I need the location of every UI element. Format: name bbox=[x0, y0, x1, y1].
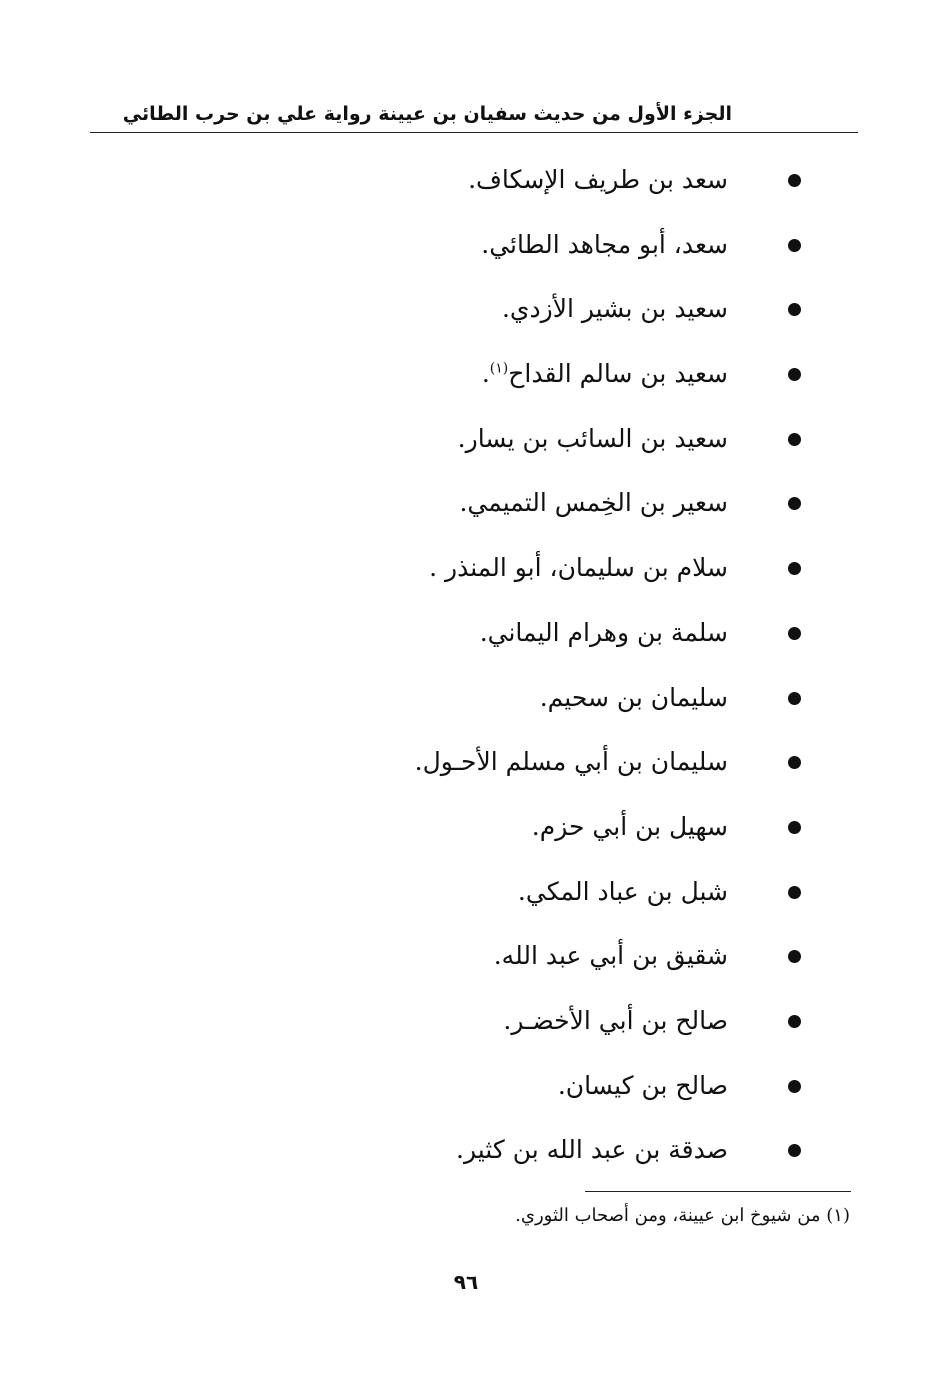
narrator-name: سلام بن سليمان، أبو المنذر . bbox=[429, 553, 728, 583]
running-header: الجزء الأول من حديث سفيان بن عيينة رواية علي بن حرب الطائي bbox=[122, 103, 732, 125]
bullet-icon bbox=[788, 433, 801, 446]
narrator-name-with-footnote bbox=[482, 356, 728, 392]
list-item bbox=[0, 797, 944, 862]
narrator-name: صدقة بن عبد الله بن كثير. bbox=[456, 1135, 728, 1165]
narrator-name: سليمان بن سحيم. bbox=[539, 682, 728, 712]
bullet-icon bbox=[788, 239, 801, 252]
list-item bbox=[0, 215, 944, 280]
bullet-icon bbox=[788, 886, 801, 899]
bullet-icon bbox=[788, 1144, 801, 1157]
narrator-name: سلمة بن وهرام اليماني. bbox=[479, 617, 728, 647]
bullet-icon bbox=[788, 1015, 801, 1028]
list-item bbox=[0, 409, 944, 474]
bullet-icon bbox=[788, 562, 801, 575]
header-rule bbox=[90, 132, 858, 133]
narrator-name: سعيد بن السائب بن يسار. bbox=[457, 423, 728, 453]
bullet-icon bbox=[788, 174, 801, 187]
narrator-name-suffix: . bbox=[481, 359, 490, 389]
narrator-name: شقيق بن أبي عبد الله. bbox=[493, 941, 728, 971]
list-item bbox=[0, 1056, 944, 1121]
narrator-name: سعير بن الخِمس التميمي. bbox=[459, 488, 728, 518]
footnote-reference[interactable]: (١) bbox=[489, 360, 509, 377]
bullet-icon bbox=[788, 692, 801, 705]
narrator-name: سعد بن طريف الإسكاف. bbox=[468, 165, 728, 194]
narrator-name: سعيد بن بشير الأزدي. bbox=[501, 294, 728, 324]
list-item bbox=[0, 344, 944, 409]
page-number-container bbox=[0, 1262, 944, 1302]
footnote: (١) من شيوخ ابن عيينة، ومن أصحاب الثوري. bbox=[515, 1205, 850, 1226]
page-number: ٩٦ bbox=[453, 1270, 479, 1294]
list-item bbox=[0, 538, 944, 603]
list-item bbox=[0, 150, 944, 215]
bullet-icon bbox=[788, 950, 801, 963]
footnote-rule bbox=[585, 1191, 851, 1192]
bullet-icon bbox=[788, 756, 801, 769]
list-item bbox=[0, 862, 944, 927]
list-item bbox=[0, 473, 944, 538]
narrator-list bbox=[0, 150, 944, 1185]
list-item bbox=[0, 603, 944, 668]
narrator-name: صالح بن كيسان. bbox=[557, 1070, 728, 1100]
bullet-icon bbox=[788, 368, 801, 381]
list-item bbox=[0, 279, 944, 344]
bullet-icon bbox=[788, 821, 801, 834]
list-item bbox=[0, 926, 944, 991]
narrator-name-text: سعيد بن سالم القداح bbox=[508, 359, 728, 389]
list-item bbox=[0, 668, 944, 733]
narrator-name: سهيل بن أبي حزم. bbox=[531, 811, 728, 841]
bullet-icon bbox=[788, 303, 801, 316]
narrator-name: سعد، أبو مجاهد الطائي. bbox=[481, 229, 728, 259]
narrator-name: سليمان بن أبي مسلم الأحـول. bbox=[414, 747, 728, 777]
list-item bbox=[0, 1120, 944, 1185]
bullet-icon bbox=[788, 1080, 801, 1093]
bullet-icon bbox=[788, 627, 801, 640]
list-item bbox=[0, 732, 944, 797]
bullet-icon bbox=[788, 497, 801, 510]
narrator-name: شبل بن عباد المكي. bbox=[517, 876, 728, 906]
narrator-name: صالح بن أبي الأخضـر. bbox=[503, 1005, 728, 1035]
list-item bbox=[0, 991, 944, 1056]
